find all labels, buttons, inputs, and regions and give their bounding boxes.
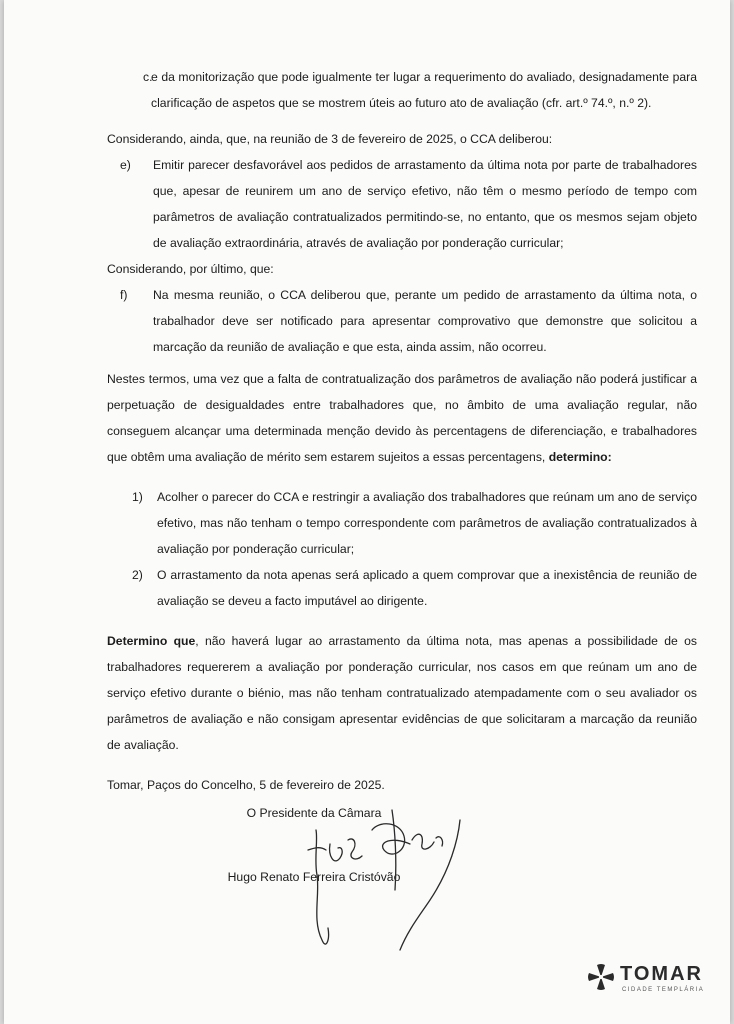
document-page bbox=[4, 0, 730, 1024]
logo-tagline: CIDADE TEMPLÁRIA bbox=[622, 987, 705, 993]
list-item-c bbox=[107, 64, 697, 116]
terms-paragraph-text: Nestes termos, uma vez que a falta de contratualização dos parâmetros de avaliação não poderá justificar a perpetuação de desigualdades entre trabalhadores que, no âmbito de uma avaliação regular, não conseguem alcançar uma determinada menção devido às percentagens de diferenciação, e trabalhadores que obtêm uma avaliação de mérito sem estarem sujeitos a essas percentagens, bbox=[107, 372, 697, 464]
list-marker: 1) bbox=[132, 490, 143, 504]
list-item-2 bbox=[107, 562, 697, 614]
list-marker: f) bbox=[120, 288, 128, 302]
signer-title: O Presidente da Câmara bbox=[246, 806, 382, 820]
considering-paragraph-2: Considerando, por último, que: bbox=[107, 262, 274, 276]
list-item-text: Na mesma reunião, o CCA deliberou que, perante um pedido de arrastamento da última nota, o trabalhador deve ser notificado para apresentar comprovativo que demonstre que solicitou a marcação da reunião de avaliação e que esta, ainda assim, não ocorreu. bbox=[153, 288, 697, 354]
signer-name: Hugo Renato Ferreira Cristóvão bbox=[227, 870, 401, 884]
list-marker: c. bbox=[143, 70, 153, 84]
place-date: Tomar, Paços do Concelho, 5 de fevereiro de 2025. bbox=[107, 778, 385, 792]
list-item-f bbox=[107, 282, 697, 360]
tomar-logo bbox=[586, 960, 706, 1000]
handwritten-signature bbox=[300, 800, 490, 960]
considering-paragraph-1: Considerando, ainda, que, na reunião de 3 de fevereiro de 2025, o CCA deliberou: bbox=[107, 132, 553, 146]
determino-bold: determino: bbox=[548, 450, 612, 464]
list-item-e bbox=[107, 152, 697, 256]
list-item-text: Acolher o parecer do CCA e restringir a avaliação dos trabalhadores que reúnam um ano de serviço efetivo, mas não tenham o tempo correspondente com parâmetros de avaliação contratualizados à avaliação por ponderação curricular; bbox=[157, 490, 697, 556]
logo-wordmark: TOMAR bbox=[620, 963, 703, 985]
list-item-text: Emitir parecer desfavorável aos pedidos de arrastamento da última nota por parte de trabalhadores que, apesar de reunirem um ano de serviço efetivo, não têm o mesmo período de tempo com parâmetros de avaliação contratualizados permitindo-se, no entanto, que os mesmos sejam objeto de avaliação extraordinária, através de avaliação por ponderação curricular; bbox=[153, 158, 697, 250]
determination-text: , não haverá lugar ao arrastamento da última nota, mas apenas a possibilidade de os trabalhadores requererem a avaliação por ponderação curricular, nos casos em que reúnam um ano de serviço efetivo durante o biénio, mas não tenham contratualizado atempadamente com o seu avaliador os parâmetros de avaliação e não consigam apresentar evidências de que solicitaram a marcação da reunião de avaliação. bbox=[107, 634, 698, 752]
determino-que-bold: Determino que bbox=[107, 634, 196, 648]
list-marker: e) bbox=[120, 158, 131, 172]
list-item-1 bbox=[107, 484, 697, 562]
templar-cross-icon bbox=[586, 962, 616, 992]
list-item-text: O arrastamento da nota apenas será aplicado a quem comprovar que a inexistência de reunião de avaliação se deveu a facto imputável ao dirigente. bbox=[157, 568, 697, 608]
list-marker: 2) bbox=[132, 568, 143, 582]
document-body bbox=[107, 64, 697, 798]
terms-paragraph bbox=[107, 366, 697, 470]
determination-paragraph bbox=[107, 628, 697, 758]
list-item-text: e da monitorização que pode igualmente ter lugar a requerimento do avaliado, designadamente para clarificação de aspetos que se mostrem úteis ao futuro ato de avaliação (cfr. art.º 74.º, n.º 2). bbox=[151, 70, 697, 110]
